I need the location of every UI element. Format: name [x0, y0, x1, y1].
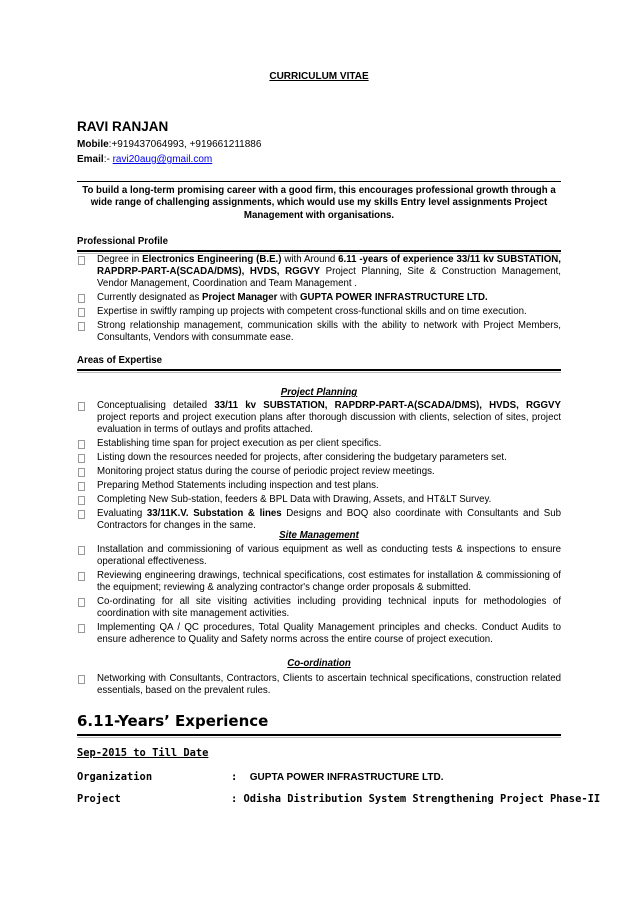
section-title: Professional Profile [77, 236, 168, 247]
bullet-icon [78, 572, 85, 581]
experience-heading [77, 712, 561, 736]
bullet-icon [78, 454, 85, 463]
list-item: Implementing QA / QC procedures, Total Quality Management principles and checks. Conduct Audits to ensure adherence to Quality and Safety norms across the entire course of project execution. [77, 622, 561, 646]
employment-period: Sep-2015 to Till Date [77, 747, 209, 759]
list-item: Conceptualising detailed 33/11 kv SUBSTATION, RAPDRP-PART-A(SCADA/DMS), HVDS, RGGVY project reports and project execution plans after thorough discussion with clients, selection of sites, project evaluation in terms of outlays and profits attached. [77, 400, 561, 437]
project-planning-list [77, 400, 561, 534]
organization-line [231, 771, 443, 783]
list-item: Preparing Method Statements including inspection and test plans. [77, 480, 561, 492]
list-item: Networking with Consultants, Contractors, Clients to ascertain technical specifications, construction related essentials, based on the prevalent rules. [77, 673, 561, 697]
email-link[interactable]: ravi20aug@gmail.com [112, 154, 213, 165]
candidate-name: RAVI RANJAN [77, 119, 169, 134]
list-item: Currently designated as Project Manager with GUPTA POWER INFRASTRUCTURE LTD. [77, 292, 561, 304]
email-line [77, 154, 212, 165]
bullet-icon [78, 546, 85, 555]
bullet-icon [78, 482, 85, 491]
section-title: Areas of Expertise [77, 355, 163, 366]
list-item: Strong relationship management, communication skills with the ability to network with Project Members, Consultants, Vendors with consummate ease. [77, 320, 561, 344]
mobile-label: Mobile [77, 139, 109, 150]
document-title: CURRICULUM VITAE [269, 71, 369, 82]
site-management-heading: Site Management [279, 530, 359, 541]
areas-of-expertise-heading [77, 355, 561, 371]
list-item: Expertise in swiftly ramping up projects with competent cross-functional skills and on time execution. [77, 306, 561, 318]
bullet-icon [78, 440, 85, 449]
email-separator: :- [103, 154, 113, 165]
list-item: Listing down the resources needed for projects, after considering the budgetary parameters set. [77, 452, 561, 464]
bullet-icon [78, 510, 85, 519]
email-label: Email [77, 154, 104, 165]
list-item: Completing New Sub-station, feeders & BPL Data with Drawing, Assets, and HT&LT Survey. [77, 494, 561, 506]
bullet-icon [78, 496, 85, 505]
project-label: Project [77, 793, 121, 805]
project-value: : Odisha Distribution System Strengthening Project Phase-II [231, 793, 601, 805]
bullet-icon [78, 598, 85, 607]
professional-profile-list [77, 254, 561, 346]
bullet-icon [78, 308, 85, 317]
bullet-icon [78, 294, 85, 303]
bullet-icon [78, 322, 85, 331]
list-item: Reviewing engineering drawings, technical specifications, cost estimates for installation & commissioning of the equipment; reviewing & analyzing contractor's change order proposals & submitted. [77, 570, 561, 594]
list-item: Establishing time span for project execution as per client specifics. [77, 438, 561, 450]
organization-value: GUPTA POWER INFRASTRUCTURE LTD. [249, 772, 444, 783]
bullet-icon [78, 675, 85, 684]
list-item: Co-ordinating for all site visiting activities including providing technical inputs for methodologies of coordination with site management activities. [77, 596, 561, 620]
career-objective: To build a long-term promising career with a good firm, this encourages professional growth through a wide range of challenging assignments, which would use my skills Entry level assignments Project Management with organisations. [77, 181, 561, 222]
mobile-value: :+919437064993, +919661211886 [108, 139, 262, 150]
section-title: 6.11-Years’ Experience [77, 712, 269, 730]
organization-separator: : [231, 771, 238, 783]
coordination-heading: Co-ordination [287, 658, 351, 669]
coordination-list [77, 673, 561, 699]
organization-label: Organization [77, 771, 153, 783]
list-item: Monitoring project status during the course of periodic project review meetings. [77, 466, 561, 478]
professional-profile-heading [77, 236, 561, 252]
bullet-icon [78, 256, 85, 265]
mobile-line [77, 139, 261, 150]
list-item: Evaluating 33/11K.V. Substation & lines Designs and BOQ also coordinate with Consultants and Sub Contractors for changes in the same. [77, 508, 561, 532]
bullet-icon [78, 624, 85, 633]
bullet-icon [78, 468, 85, 477]
project-planning-heading: Project Planning [280, 387, 358, 398]
site-management-list [77, 544, 561, 648]
list-item: Degree in Electronics Engineering (B.E.) with Around 6.11 -years of experience 33/11 kv SUBSTATION, RAPDRP-PART-A(SCADA/DMS), HVDS, RGGVY Project Planning, Site & Construction Management, Vendor Management, Coordination and Team Management . [77, 254, 561, 291]
list-item: Installation and commissioning of various equipment as well as conducting tests & inspections to ensure operational effectiveness. [77, 544, 561, 568]
bullet-icon [78, 402, 85, 411]
